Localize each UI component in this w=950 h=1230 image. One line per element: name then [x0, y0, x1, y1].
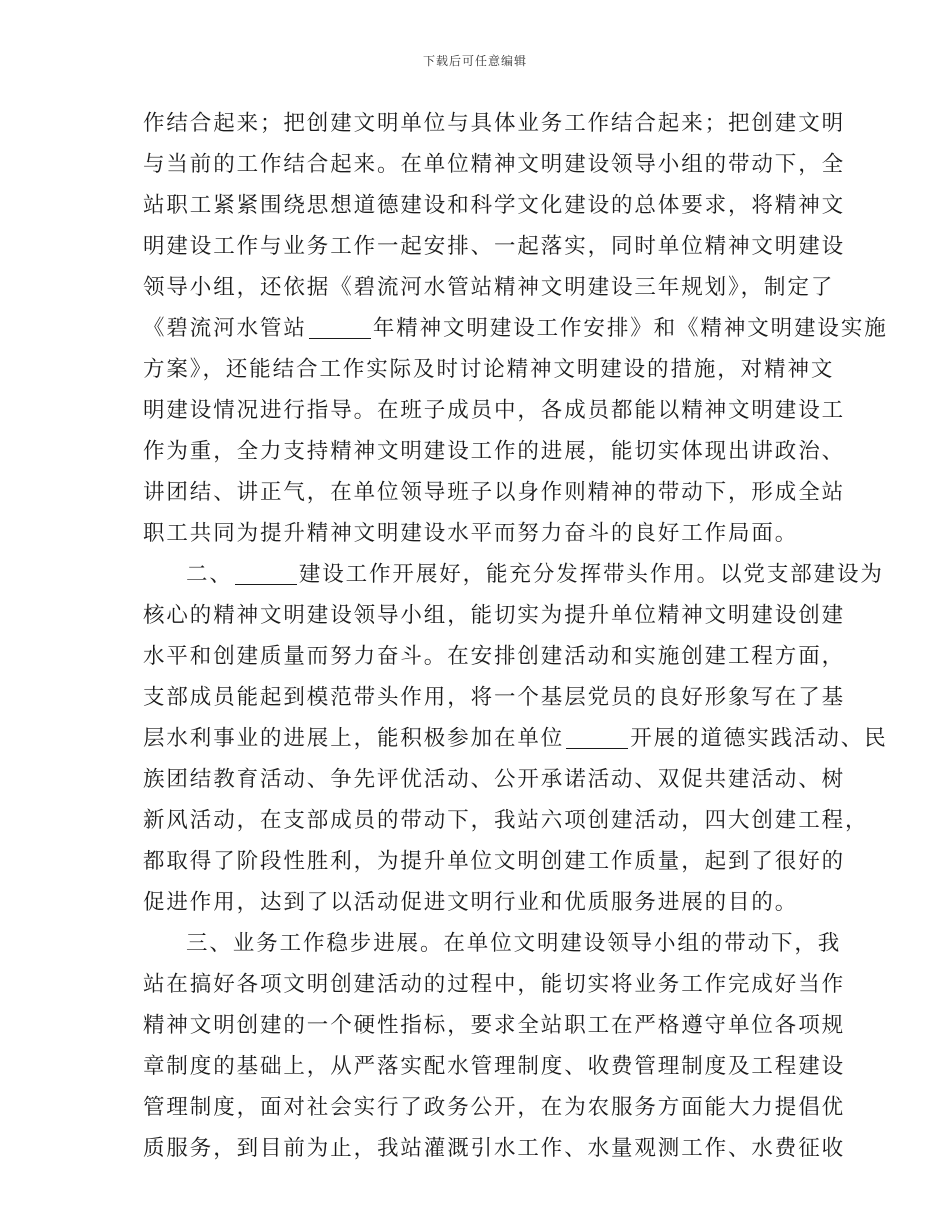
text-segment: 质服务，到目前为止，我站灌溉引水工作、水量观测工作、水费征收	[143, 1136, 846, 1161]
text-segment: 方案》，还能结合工作实际及时讨论精神文明建设的措施，对精神文	[143, 357, 835, 382]
text-line	[143, 677, 846, 718]
text-line	[143, 103, 846, 144]
text-line	[143, 595, 846, 636]
text-line	[143, 841, 846, 882]
text-line	[143, 923, 842, 964]
text-line	[143, 349, 835, 390]
text-segment: 支部成员能起到模范带头作用，将一个基层党员的良好形象写在了基	[143, 685, 846, 710]
text-line	[143, 636, 846, 677]
fill-in-blank	[309, 316, 371, 339]
text-line	[143, 472, 846, 513]
text-line	[143, 144, 846, 185]
text-line	[143, 800, 869, 841]
text-segment: 明建设工作与业务工作一起安排、一起落实，同时单位精神文明建设	[143, 234, 846, 259]
text-segment: 促进作用，达到了以活动促进文明行业和优质服务进展的目的。	[143, 890, 799, 915]
text-segment: 族团结教育活动、争先评优活动、公开承诺活动、双促共建活动、树	[143, 767, 846, 792]
text-line	[143, 308, 888, 349]
text-segment: 站职工紧紧围绕思想道德建设和科学文化建设的总体要求，将精神文	[143, 193, 846, 218]
text-line	[143, 390, 846, 431]
text-segment: 作为重，全力支持精神文明建设工作的进展，能切实体现出讲政治、	[143, 439, 846, 464]
fill-in-blank	[235, 562, 297, 585]
text-segment: 站在搞好各项文明创建活动的过程中，能切实将业务工作完成好当作	[143, 972, 846, 997]
text-segment: 职工共同为提升精神文明建设水平而努力奋斗的良好工作局面。	[143, 521, 799, 546]
text-segment: 开展的道德实践活动、民	[630, 726, 888, 751]
text-segment: 精神文明创建的一个硬性指标，要求全站职工在严格遵守单位各项规	[143, 1013, 846, 1038]
text-line	[143, 759, 846, 800]
text-segment: 领导小组，还依据《碧流河水管站精神文明建设三年规划》，制定了	[143, 275, 835, 300]
text-segment: 三、业务工作稳步进展。在单位文明建设领导小组的带动下，我	[186, 931, 842, 956]
text-line	[143, 964, 846, 1005]
fill-in-blank	[566, 726, 628, 749]
page-header: 下载后可任意编辑	[422, 54, 527, 68]
text-segment: 建设工作开展好，能充分发挥带头作用。以党支部建设为	[298, 562, 884, 587]
text-segment: 明建设情况进行指导。在班子成员中，各成员都能以精神文明建设工	[143, 398, 846, 423]
text-segment: 与当前的工作结合起来。在单位精神文明建设领导小组的带动下，全	[143, 152, 846, 177]
text-line	[143, 1046, 846, 1087]
text-line	[143, 513, 823, 554]
text-line	[143, 1087, 846, 1128]
text-segment: 年精神文明建设工作安排》和《精神文明建设实施	[372, 316, 888, 341]
text-line	[143, 718, 888, 759]
text-line	[143, 267, 835, 308]
text-line	[143, 185, 846, 226]
text-segment: 层水利事业的进展上，能积极参加在单位	[143, 726, 565, 751]
text-segment: 作结合起来；把创建文明单位与具体业务工作结合起来；把创建文明	[143, 111, 846, 136]
text-segment: 讲团结、讲正气，在单位领导班子以身作则精神的带动下，形成全站	[143, 480, 846, 505]
text-segment: 章制度的基础上，从严落实配水管理制度、收费管理制度及工程建设	[143, 1054, 846, 1079]
text-line	[143, 1005, 846, 1046]
text-line	[143, 882, 823, 923]
text-segment: 管理制度，面对社会实行了政务公开，在为农服务方面能大力提倡优	[143, 1095, 846, 1120]
document-body	[143, 103, 888, 1169]
text-line	[143, 431, 846, 472]
text-segment: 水平和创建质量而努力奋斗。在安排创建活动和实施创建工程方面，	[143, 644, 846, 669]
text-line	[143, 554, 884, 595]
text-segment: 都取得了阶段性胜利，为提升单位文明创建工作质量，起到了很好的	[143, 849, 846, 874]
text-segment: 二、	[186, 562, 233, 587]
text-segment: 新风活动，在支部成员的带动下，我站六项创建活动，四大创建工程，	[143, 808, 869, 833]
text-segment: 核心的精神文明建设领导小组，能切实为提升单位精神文明建设创建	[143, 603, 846, 628]
text-segment: 《碧流河水管站	[143, 316, 307, 341]
text-line	[143, 1128, 846, 1169]
text-line	[143, 226, 846, 267]
